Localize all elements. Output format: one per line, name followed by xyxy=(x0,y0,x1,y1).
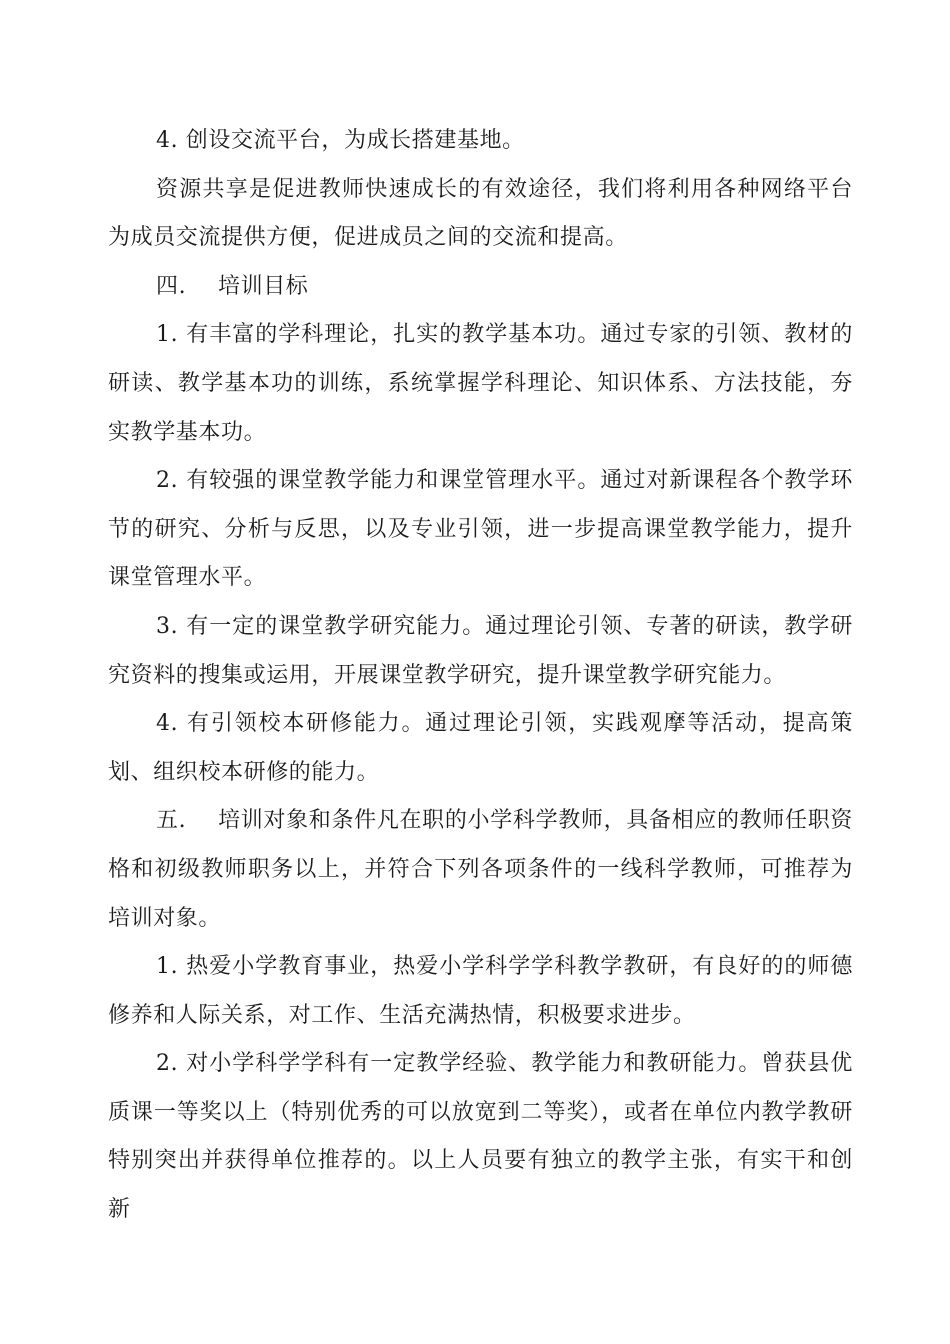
paragraph: 2. 有较强的课堂教学能力和课堂管理水平。通过对新课程各个教学环节的研究、分析与反思，以及专业引领，进一步提高课堂教学能力，提升课堂管理水平。 xyxy=(108,468,853,591)
section-text: 培训对象和条件凡在职的小学科学教师，具备相应的教师任职资格和初级教师职务以上，并符合下列各项条件的一线科学教师，可推荐为培训对象。 xyxy=(108,808,853,931)
paragraph: 2. 对小学科学学科有一定教学经验、教学能力和教研能力。曾获县优质课一等奖以上（特别优秀的可以放宽到二等奖），或者在单位内教学教研特别突出并获得单位推荐的。以上人员要有独立的教学主张，有实干和创新 xyxy=(108,1051,853,1223)
section-heading xyxy=(108,263,853,312)
section-title: 培训目标 xyxy=(218,273,309,299)
paragraph: 1. 有丰富的学科理论，扎实的教学基本功。通过专家的引领、教材的研读、教学基本功的训练，系统掌握学科理论、知识体系、方法技能，夯实教学基本功。 xyxy=(108,322,853,445)
paragraph: 3. 有一定的课堂教学研究能力。通过理论引领、专著的研读，教学研究资料的搜集或运用，开展课堂教学研究，提升课堂教学研究能力。 xyxy=(108,613,853,688)
section-number: 四. xyxy=(156,273,187,299)
paragraph: 4. 创设交流平台，为成长搭建基地。 xyxy=(156,128,525,153)
document-body xyxy=(108,117,853,1235)
section-number: 五. xyxy=(156,808,187,834)
paragraph: 资源共享是促进教师快速成长的有效途径，我们将利用各种网络平台为成员交流提供方便，促进成员之间的交流和提高。 xyxy=(108,176,853,251)
section-heading xyxy=(108,797,853,943)
paragraph: 1. 热爱小学教育事业，热爱小学科学学科教学教研，有良好的的师德修养和人际关系，对工作、生活充满热情，积极要求进步。 xyxy=(108,954,853,1028)
paragraph: 4. 有引领校本研修能力。通过理论引领，实践观摩等活动，提高策划、组织校本研修的能力。 xyxy=(108,711,853,785)
